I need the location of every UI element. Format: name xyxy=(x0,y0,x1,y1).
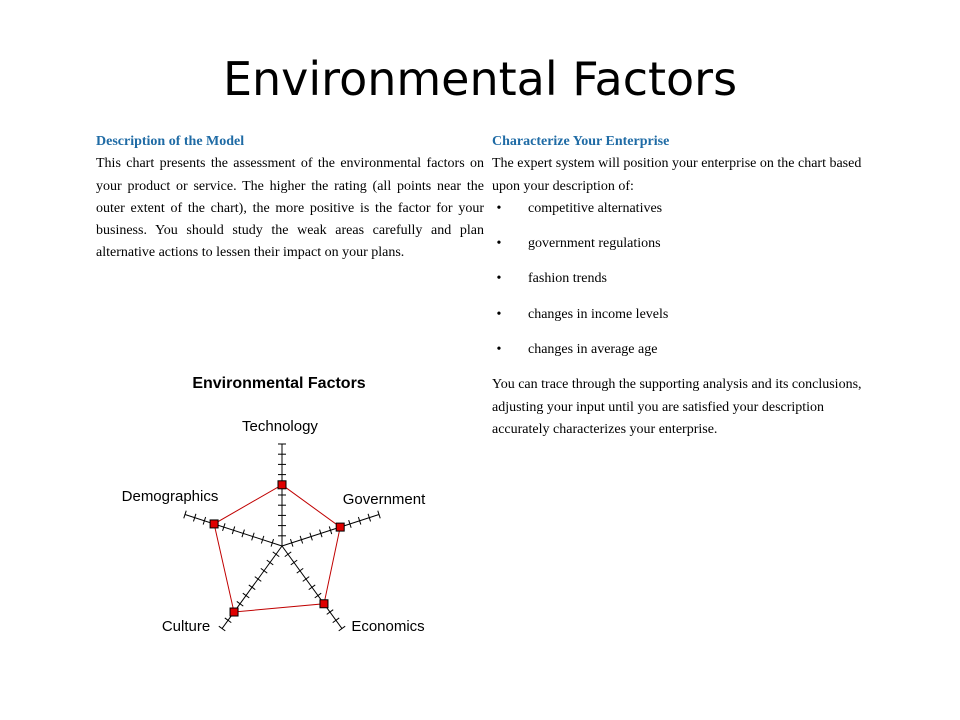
axis-tick xyxy=(243,593,249,598)
axis-tick xyxy=(303,577,309,582)
bullet-icon: • xyxy=(496,236,502,252)
bullet-item xyxy=(492,339,872,374)
axis-tick xyxy=(237,601,243,606)
axis-tick xyxy=(315,593,321,598)
data-point-government xyxy=(336,523,344,531)
bullet-text: changes in income levels xyxy=(528,306,669,322)
bullet-item xyxy=(492,198,872,233)
model-description-body: This chart presents the assessment of the environmental factors on your product or service. The higher the rating (all points near the outer extent of the chart), the more positive is the factor for your business. You should study the weak areas carefully and plan alternative actions to lessen their impact on your plans. xyxy=(96,156,484,261)
axis-label-demographics: Demographics xyxy=(121,488,219,505)
bullet-text: competitive alternatives xyxy=(528,200,663,216)
bullet-item xyxy=(492,304,872,339)
axis-tick xyxy=(267,560,273,565)
axis-tick xyxy=(261,568,267,573)
axis-tick xyxy=(297,568,303,573)
axis-label-technology: Technology xyxy=(242,418,318,435)
radar-axes xyxy=(184,444,380,631)
axis-label-culture: Culture xyxy=(161,618,211,635)
bullet-text: changes in average age xyxy=(528,342,658,358)
axis-tick xyxy=(255,577,261,582)
characterize-enterprise-heading: Characterize Your Enterprise xyxy=(492,134,670,149)
axis-tick xyxy=(249,585,255,590)
axis-tick xyxy=(225,618,231,623)
bullet-item xyxy=(492,268,872,303)
slide-title: Environmental Factors xyxy=(222,52,738,106)
data-point-culture xyxy=(230,608,238,616)
data-point-economics xyxy=(320,600,328,608)
bullet-icon: • xyxy=(496,306,502,322)
axis-tick xyxy=(327,610,333,615)
characterize-enterprise-outro: You can trace through the supporting analysis and its conclusions, adjusting your input until you are satisfied your description accurately characterizes your enterprise. xyxy=(492,377,862,437)
axis-tick xyxy=(333,618,339,623)
axis-label-economics: Economics xyxy=(351,618,425,635)
axis-tick xyxy=(309,585,315,590)
bullet-icon: • xyxy=(496,271,502,287)
data-point-technology xyxy=(278,481,286,489)
axis-tick xyxy=(219,626,225,631)
data-point-demographics xyxy=(210,520,218,528)
bullet-icon: • xyxy=(496,342,502,358)
axis-tick xyxy=(291,560,297,565)
axis-tick xyxy=(339,626,345,631)
axis-tick xyxy=(273,552,279,557)
bullet-icon: • xyxy=(496,200,502,216)
factor-bullet-list xyxy=(492,198,872,374)
axis-label-government: Government xyxy=(342,491,426,508)
radar-chart-svg xyxy=(100,365,460,640)
bullet-text: fashion trends xyxy=(528,271,607,287)
bullet-item xyxy=(492,233,872,268)
series-polygon xyxy=(214,485,340,612)
axis-tick xyxy=(285,552,291,557)
chart-title: Environmental Factors xyxy=(192,375,366,392)
characterize-enterprise-intro: The expert system will position your enterprise on the chart based upon your description of: xyxy=(492,156,862,194)
model-description-heading: Description of the Model xyxy=(96,134,245,149)
characterize-enterprise-section xyxy=(492,131,872,441)
model-description-section xyxy=(96,131,484,265)
radar-chart xyxy=(100,365,460,640)
bullet-text: government regulations xyxy=(528,236,661,252)
